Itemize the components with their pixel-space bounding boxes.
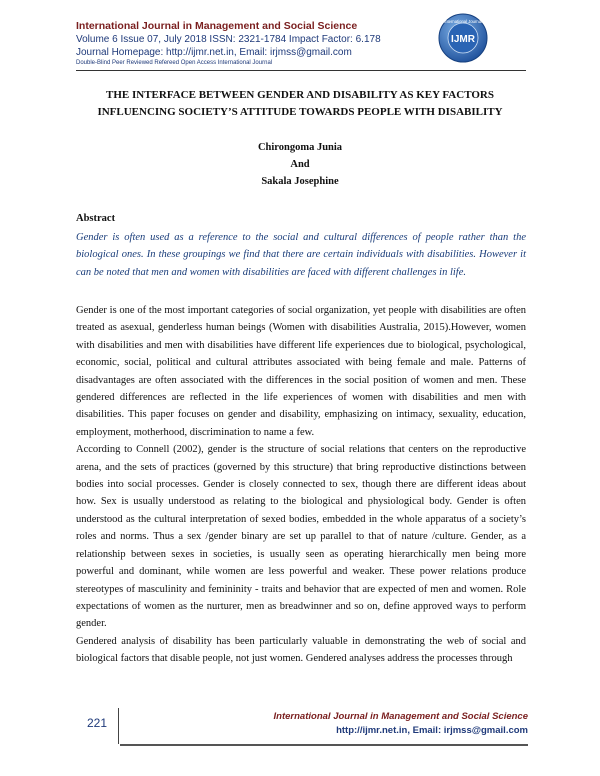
author-2: Sakala Josephine (261, 176, 339, 187)
author-1: Chirongoma Junia (257, 142, 343, 153)
journal-title: International Journal in Management and Social Science (76, 20, 358, 32)
footer-rule (120, 744, 528, 746)
header-rule (76, 70, 526, 71)
body-text (76, 302, 526, 668)
footer-journal-title: International Journal in Management and Social Science (273, 711, 528, 722)
journal-logo (438, 13, 488, 63)
paper-title (60, 87, 540, 121)
abstract-heading: Abstract (76, 213, 116, 224)
logo-ring-text: International Journal (444, 19, 482, 24)
paragraph-2: According to Connell (2002), gender is the structure of social relations that centers on the reproductive arena, and the sets of practices (governed by this structure) that bring reproductive distinctions between bodies into social processes. Gender is closely connected to sex, though there are different ideas about how. Sex is usually understood as relating to the biological and physiological body. Gender is often understood as the cultural interpretation of sexed bodies, embedded in the whole apparatus of a society’s roles and norms. Thus a sex /gender binary are set up parallel to that of nature /culture. Gender, as a relationship between sexes in societies, is usually seen as operating hierarchically men being more powerful and dominant, while women are less powerful and weaker. These power relations produce stereotypes of masculinity and femininity - traits and behavior that are expected of men and women. Role expectations of women as the nurturer, men as breadwinner and so on, define approved ways to perform gender. (76, 444, 526, 630)
author-conjunction: And (290, 159, 310, 170)
page-footer (76, 708, 528, 744)
review-line: Double-Blind Peer Reviewed Refereed Open Access International Journal (76, 60, 273, 66)
journal-header (76, 19, 456, 68)
page-number: 221 (76, 708, 119, 744)
authors-block (150, 139, 450, 190)
footer-contact: http://ijmr.net.in, Email: irjmss@gmail.com (336, 725, 528, 736)
paragraph-3: Gendered analysis of disability has been particularly valuable in demonstrating the web of social and biological factors that disable people, not just women. Gendered analyses address the processes through (76, 635, 526, 665)
paragraph-1: Gender is one of the most important categories of social organization, yet people with disabilities are often treated as asexual, genderless human beings (Women with disabilities Australia, 2015).However, women with disabilities and men with disabilities have different life experiences due to biological, psychological, economic, social, political and cultural attributes associated with being female and male. Patterns of disadvantages are often associated with the differences in the social position of women and men. These gendered differences are reflected in the life experiences of women with disabilities and men with disabilities. This paper focuses on gender and disability, emphasizing on intimacy, sexuality, education, employment, motherhood, discrimination to name a few. (76, 305, 526, 438)
abstract-text: Gender is often used as a reference to the social and cultural differences of people rather than the biological ones. In these groupings we find that there are certain individuals with disabilities. However it can be noted that men and women with disabilities are faced with different challenges in life. (76, 232, 526, 278)
homepage-line: Journal Homepage: http://ijmr.net.in, Email: irjmss@gmail.com (76, 47, 352, 58)
title-line-1: THE INTERFACE BETWEEN GENDER AND DISABILITY AS KEY FACTORS (106, 89, 494, 101)
logo-text: IJMR (451, 34, 475, 45)
title-line-2: INFLUENCING SOCIETY’S ATTITUDE TOWARDS PEOPLE WITH DISABILITY (97, 106, 503, 118)
volume-line: Volume 6 Issue 07, July 2018 ISSN: 2321-1784 Impact Factor: 6.178 (76, 34, 381, 45)
